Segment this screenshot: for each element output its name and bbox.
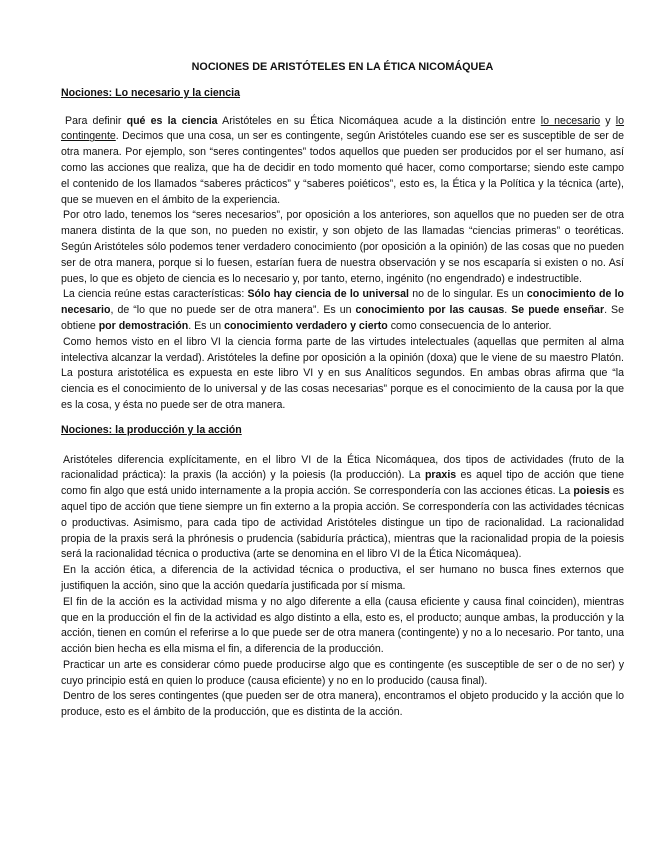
page-title: NOCIONES DE ARISTÓTELES EN LA ÉTICA NICOMÁQUEA: [191, 61, 494, 73]
text-run: como consecuencia de lo anterior.: [387, 319, 552, 332]
bold-term: Sólo hay ciencia de lo universal: [247, 288, 409, 301]
text-run: .: [504, 304, 512, 317]
bold-term: por demostración: [98, 319, 189, 332]
paragraph: En la acción ética, a diferencia de la actividad técnica o productiva, el ser humano no busca fines externos que justifiquen la acción, sino que la acción quedaría justificada por sí misma.: [61, 564, 624, 592]
text-run: Aristóteles en su Ética Nicomáquea acude a la distinción entre: [217, 114, 541, 127]
text-run: La ciencia reúne estas características:: [63, 288, 248, 301]
text-run: , de “lo que no puede ser de otra manera”. Es un: [110, 304, 356, 317]
bold-term: praxis: [424, 469, 457, 482]
text-run: y: [600, 114, 616, 127]
underlined-term: lo contingente: [61, 114, 625, 143]
bold-term: qué es la ciencia: [126, 114, 218, 127]
underlined-term: lo necesario: [540, 114, 601, 127]
section-heading-produccion: Nociones: la producción y la acción: [61, 423, 242, 436]
bold-term: conocimiento de lo necesario: [61, 288, 624, 317]
text-run: es aquel tipo de acción que tiene como fin algo que está unido internamente a la propia acción. Se correspondería con las acciones éticas. La: [61, 469, 624, 498]
bold-term: conocimiento por las causas: [355, 304, 505, 317]
paragraph: Como hemos visto en el libro VI la ciencia forma parte de las virtudes intelectuales (aquellas que permiten al alma intelectiva alcanzar la verdad). Aristóteles la define por oposición a la opinión (doxa) que le viene de su maestro Platón. La postura aristotélica es expuesta en este libro VI y en sus Analíticos segundos. En ambas obras afirma que “la ciencia es el conocimiento de lo universal y de las cosas necesarias” porque es el conocimiento de la causa por la que es la cosa, y ésta no puede ser de otra manera.: [61, 335, 624, 411]
bold-term: Se puede enseñar: [511, 304, 605, 317]
paragraph: Practicar un arte es considerar cómo puede producirse algo que es contingente (es susceptible de ser o de no ser) y cuyo principio está en quien lo produce (causa eficiente) y no en lo producido (causa final).: [61, 658, 624, 687]
paragraph: [61, 114, 624, 209]
section-heading-necesario: Nociones: Lo necesario y la ciencia: [61, 86, 240, 99]
paragraph: El fin de la acción es la actividad misma y no algo diferente a ella (causa eficiente y causa final coinciden), mientras que en la producción el fin de la actividad es algo distinto a ella, esto es, el producto; aunque ambas, la producción y la acción, tienen en común el referirse a lo que puede ser de otra manera (contingente) y no a lo necesario. Por tanto, una acción bien hecha es ella misma el fin, a diferencia de la producción.: [61, 595, 624, 656]
bold-term: conocimiento verdadero y cierto: [224, 319, 388, 332]
text-run: . Es un: [188, 319, 225, 332]
paragraph: [61, 287, 624, 334]
text-run: . Decimos que una cosa, un ser es contingente, según Aristóteles cuando ese ser es susceptible de ser de otra manera. Por ejemplo, son “seres contingentes” todos aquellos que pueden ser producidos por el ser humano, así como las acciones que realiza, que ha de decidir en todo momento qué hacer, como comportarse; siendo este campo el contenido de los llamados “saberes prácticos” y “saberes poiéticos”, esto es, la Ética y la Política y la técnica (arte), que se mueven en el ámbito de la experiencia.: [61, 130, 624, 206]
paragraph: Por otro lado, tenemos los “seres necesarios”, por oposición a los anteriores, son aquellos que no pueden ser de otra manera distinta de la que son, no pueden no existir, y son objeto de las llamadas “ciencias primeras” o teoréticas. Según Aristóteles sólo podemos tener verdadero conocimiento (por oposición a la opinión) de las cosas que no pueden ser de otra manera, porque si lo fuesen, estarían fuera de nuestra observación y se nos escaparía si existen o no. Así pues, lo que es objeto de ciencia es lo necesario y, por tanto, eterno, ingénito (no engendrado) e indestructible.: [61, 209, 624, 285]
paragraph: Dentro de los seres contingentes (que pueden ser de otra manera), encontramos el objeto producido y la acción que lo produce, esto es el ámbito de la producción, que es distinta de la acción.: [61, 690, 624, 719]
document-page: [61, 60, 624, 721]
text-run: es aquel tipo de acción que tiene siempre un fin externo a la propia acción. Se correspondería con las actividades técnicas o productivas. Asimismo, para cada tipo de actividad Aristóteles distingue un tipo de racionalidad. La racionalidad propia de la praxis será la phrónesis o prudencia (sabiduría práctica), mientras que la racionalidad propia de la poiesis será la racionalidad técnica o productiva (arte se denomina en el libro VI de la Ética Nicomáquea).: [61, 485, 624, 561]
text-run: Para definir: [65, 114, 127, 127]
text-run: . Se obtiene: [61, 304, 625, 332]
paragraph: [61, 453, 624, 564]
text-run: no de lo singular. Es un: [408, 288, 527, 301]
text-run: Aristóteles diferencia explícitamente, en el libro VI de la Ética Nicomáquea, dos tipos de actividades (fruto de la racionalidad práctica): la praxis (la acción) y la poiesis (la producción). La: [61, 453, 624, 482]
bold-term: poiesis: [573, 485, 610, 498]
